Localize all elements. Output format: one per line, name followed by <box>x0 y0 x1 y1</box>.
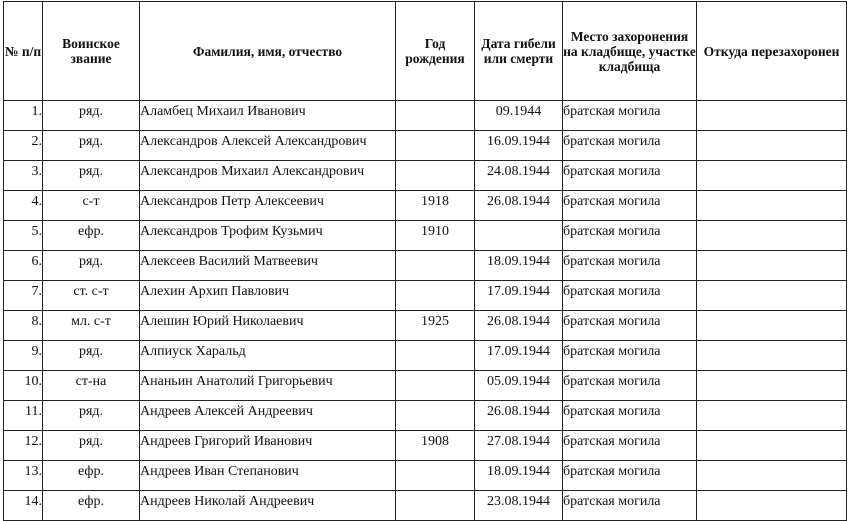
row-burial-place: братская могила <box>563 221 697 251</box>
table-body <box>4 101 847 521</box>
row-full-name: Аламбец Михаил Иванович <box>140 101 396 131</box>
table-row <box>4 101 847 131</box>
table-row <box>4 131 847 161</box>
row-rank: ряд. <box>43 431 140 461</box>
row-reburied-from <box>697 131 847 161</box>
row-full-name: Александров Алексей Александрович <box>140 131 396 161</box>
row-rank: ряд. <box>43 401 140 431</box>
row-birth-year <box>396 131 475 161</box>
row-birth-year <box>396 371 475 401</box>
row-rank: ст-на <box>43 371 140 401</box>
table-row <box>4 221 847 251</box>
row-number: 5. <box>4 221 43 251</box>
row-full-name: Алпиуск Харальд <box>140 341 396 371</box>
row-number: 6. <box>4 251 43 281</box>
row-reburied-from <box>697 191 847 221</box>
row-number: 13. <box>4 461 43 491</box>
table-row <box>4 371 847 401</box>
row-death-date: 26.08.1944 <box>475 401 563 431</box>
table-row <box>4 161 847 191</box>
row-death-date: 23.08.1944 <box>475 491 563 521</box>
row-burial-place: братская могила <box>563 401 697 431</box>
row-birth-year: 1908 <box>396 431 475 461</box>
header-burial-place: Место захоронения на кладбище, участке кладбища <box>563 2 697 101</box>
row-burial-place: братская могила <box>563 101 697 131</box>
row-death-date: 18.09.1944 <box>475 251 563 281</box>
row-burial-place: братская могила <box>563 461 697 491</box>
row-birth-year: 1918 <box>396 191 475 221</box>
row-number: 11. <box>4 401 43 431</box>
row-birth-year <box>396 461 475 491</box>
row-death-date: 26.08.1944 <box>475 311 563 341</box>
row-rank: ряд. <box>43 161 140 191</box>
row-birth-year <box>396 161 475 191</box>
row-death-date: 17.09.1944 <box>475 341 563 371</box>
table-header <box>4 2 847 101</box>
row-number: 12. <box>4 431 43 461</box>
table-row <box>4 491 847 521</box>
row-burial-place: братская могила <box>563 491 697 521</box>
row-rank: ефр. <box>43 461 140 491</box>
row-number: 7. <box>4 281 43 311</box>
row-full-name: Александров Петр Алексеевич <box>140 191 396 221</box>
table-row <box>4 251 847 281</box>
row-birth-year <box>396 401 475 431</box>
table-row <box>4 401 847 431</box>
row-full-name: Андреев Николай Андреевич <box>140 491 396 521</box>
row-full-name: Алехин Архип Павлович <box>140 281 396 311</box>
header-death-date: Дата гибели или смерти <box>475 2 563 101</box>
table-row <box>4 341 847 371</box>
header-full-name: Фамилия, имя, отчество <box>140 2 396 101</box>
row-reburied-from <box>697 401 847 431</box>
row-burial-place: братская могила <box>563 281 697 311</box>
row-death-date: 26.08.1944 <box>475 191 563 221</box>
row-rank: ряд. <box>43 131 140 161</box>
row-reburied-from <box>697 491 847 521</box>
header-number: № п/п <box>4 2 43 101</box>
row-full-name: Ананьин Анатолий Григорьевич <box>140 371 396 401</box>
row-rank: мл. с-т <box>43 311 140 341</box>
row-full-name: Алексеев Василий Матвеевич <box>140 251 396 281</box>
row-death-date <box>475 221 563 251</box>
row-reburied-from <box>697 101 847 131</box>
row-reburied-from <box>697 461 847 491</box>
row-reburied-from <box>697 251 847 281</box>
row-reburied-from <box>697 281 847 311</box>
row-birth-year <box>396 101 475 131</box>
header-rank: Воинское звание <box>43 2 140 101</box>
row-burial-place: братская могила <box>563 371 697 401</box>
row-rank: ряд. <box>43 101 140 131</box>
table-row <box>4 191 847 221</box>
row-death-date: 18.09.1944 <box>475 461 563 491</box>
row-death-date: 17.09.1944 <box>475 281 563 311</box>
header-reburied-from: Откуда перезахоронен <box>697 2 847 101</box>
row-number: 8. <box>4 311 43 341</box>
row-burial-place: братская могила <box>563 251 697 281</box>
table-row <box>4 461 847 491</box>
row-rank: ст. с-т <box>43 281 140 311</box>
row-birth-year <box>396 251 475 281</box>
row-burial-place: братская могила <box>563 191 697 221</box>
row-death-date: 16.09.1944 <box>475 131 563 161</box>
row-reburied-from <box>697 311 847 341</box>
table-row <box>4 311 847 341</box>
row-burial-place: братская могила <box>563 161 697 191</box>
row-reburied-from <box>697 371 847 401</box>
row-reburied-from <box>697 221 847 251</box>
row-birth-year <box>396 281 475 311</box>
row-full-name: Андреев Алексей Андреевич <box>140 401 396 431</box>
row-number: 3. <box>4 161 43 191</box>
row-number: 1. <box>4 101 43 131</box>
row-rank: ряд. <box>43 341 140 371</box>
row-reburied-from <box>697 431 847 461</box>
row-full-name: Андреев Иван Степанович <box>140 461 396 491</box>
burial-registry-table <box>3 1 847 521</box>
row-birth-year: 1910 <box>396 221 475 251</box>
row-burial-place: братская могила <box>563 311 697 341</box>
row-death-date: 09.1944 <box>475 101 563 131</box>
row-number: 9. <box>4 341 43 371</box>
row-rank: ефр. <box>43 221 140 251</box>
row-death-date: 24.08.1944 <box>475 161 563 191</box>
row-death-date: 27.08.1944 <box>475 431 563 461</box>
row-number: 14. <box>4 491 43 521</box>
row-birth-year <box>396 491 475 521</box>
row-reburied-from <box>697 161 847 191</box>
row-death-date: 05.09.1944 <box>475 371 563 401</box>
row-full-name: Александров Михаил Александрович <box>140 161 396 191</box>
header-birth-year: Год рождения <box>396 2 475 101</box>
table-row <box>4 281 847 311</box>
table-row <box>4 431 847 461</box>
row-number: 4. <box>4 191 43 221</box>
row-number: 10. <box>4 371 43 401</box>
row-birth-year: 1925 <box>396 311 475 341</box>
row-full-name: Александров Трофим Кузьмич <box>140 221 396 251</box>
row-full-name: Андреев Григорий Иванович <box>140 431 396 461</box>
row-full-name: Алешин Юрий Николаевич <box>140 311 396 341</box>
row-rank: ефр. <box>43 491 140 521</box>
row-birth-year <box>396 341 475 371</box>
row-number: 2. <box>4 131 43 161</box>
header-row <box>4 2 847 101</box>
row-reburied-from <box>697 341 847 371</box>
row-burial-place: братская могила <box>563 431 697 461</box>
row-burial-place: братская могила <box>563 341 697 371</box>
row-rank: ряд. <box>43 251 140 281</box>
row-burial-place: братская могила <box>563 131 697 161</box>
row-rank: с-т <box>43 191 140 221</box>
